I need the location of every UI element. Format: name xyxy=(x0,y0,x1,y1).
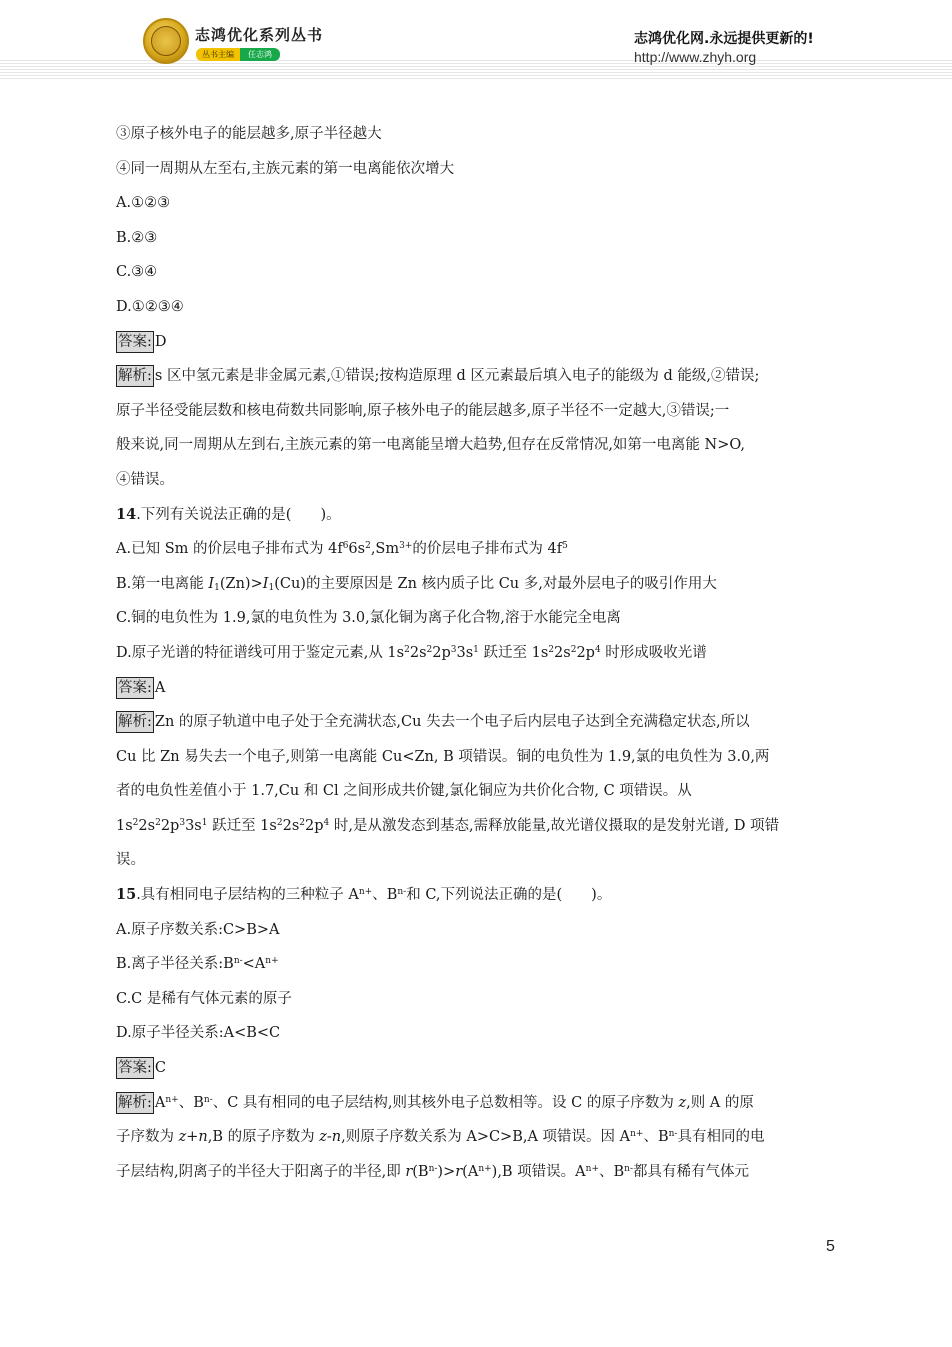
q13-statement-3: ③原子核外电子的能层越多,原子半径越大 xyxy=(116,126,382,142)
q15-analysis-line: 解析: $A^{n+}$、$B^{n-}$、C 具有相同的电子层结构,则其核外电子总数相等。设 C 的原子序数为 z,则 A 的原 xyxy=(116,1086,838,1121)
question-number: 14 xyxy=(116,505,137,523)
q15-option-a: A.原子序数关系:C>B>A xyxy=(116,921,280,938)
analysis-tag: 解析: xyxy=(116,1092,154,1114)
answer-tag: 答案: xyxy=(116,331,154,353)
editor-label: 丛书主编 xyxy=(196,48,240,61)
analysis-tag: 解析: xyxy=(116,365,154,387)
site-slogan: 志鸿优化网.永远提供更新的! xyxy=(634,31,814,47)
question-number: 15 xyxy=(116,886,137,904)
q13-statement-4: ④同一周期从左至右,主族元素的第一电离能依次增大 xyxy=(116,160,455,177)
q14-analysis-line: $1s^22s^22p^33s^1$ 跃迁至 $1s^22s^22p^4$ 时,是从激发态到基态,需释放能量,故光谱仪摄取的是发射光谱, D 项错 xyxy=(116,817,780,834)
editor-badge xyxy=(196,48,280,61)
page-header xyxy=(0,0,952,80)
q15-analysis-line: 子层结构,阴离子的半径大于阳离子的半径,即 $r(B^{n-})>r(A^{n+}),B$ 项错误。$A^{n+}$、$B^{n-}$都具有稀有气体元 xyxy=(116,1163,750,1180)
q13-analysis-line: 解析: s 区中氢元素是非金属元素,①错误;按构造原理 d 区元素最后填入电子的能级为 d 能级,②错误; xyxy=(116,359,838,394)
page-content xyxy=(116,117,838,1189)
header-stripes xyxy=(0,60,952,80)
q13-option-b: B.②③ xyxy=(116,229,158,246)
analysis-tag: 解析: xyxy=(116,711,154,733)
q13-analysis-line: 般来说,同一周期从左到右,主族元素的第一电离能呈增大趋势,但存在反常情况,如第一电离能 N>O, xyxy=(116,437,746,454)
q15-stem: 15.具有相同电子层结构的三种粒子 $A^{n+}$、$B^{n-}$和 C,下列说法正确的是( )。 xyxy=(116,886,612,904)
q14-analysis-line: 解析: Zn 的原子轨道中电子处于全充满状态,Cu 失去一个电子后内层电子达到全充满稳定状态,所以 xyxy=(116,705,838,740)
q13-answer: 答案: D xyxy=(116,325,838,360)
q13-analysis-line: 原子半径受能层数和核电荷数共同影响,原子核外电子的能层越多,原子半径不一定越大,③错误;一 xyxy=(116,402,730,419)
q13-option-c: C.③④ xyxy=(116,264,158,281)
q15-option-b: B.离子半径关系$:B^{n-}<A^{n+}$ xyxy=(116,956,279,973)
answer-tag: 答案: xyxy=(116,677,154,699)
site-url[interactable]: http://www.zhyh.org xyxy=(634,49,757,65)
publisher-logo-icon xyxy=(143,18,189,64)
q14-option-c: C.铜的电负性为 1.9,氯的电负性为 3.0,氯化铜为离子化合物,溶于水能完全电离 xyxy=(116,610,621,627)
q15-option-c: C.C 是稀有气体元素的原子 xyxy=(116,990,292,1007)
q13-option-d: D.①②③④ xyxy=(116,298,184,315)
q13-option-a: A.①②③ xyxy=(116,195,171,212)
q15-answer: 答案: C xyxy=(116,1051,838,1086)
q14-option-a: A.已知 Sm 的价层电子排布式为 $4f^66s^2,Sm^{3+}$的价层电子排布式为 $4f^5$ xyxy=(116,541,568,558)
q13-analysis-line: ④错误。 xyxy=(116,471,174,488)
q14-stem: 14.下列有关说法正确的是( )。 xyxy=(116,505,341,523)
q14-analysis-line: 者的电负性差值小于 1.7,Cu 和 Cl 之间形成共价键,氯化铜应为共价化合物, C 项错误。从 xyxy=(116,783,692,800)
page-number: 5 xyxy=(826,1238,835,1255)
q15-option-d: D.原子半径关系:A<B<C xyxy=(116,1025,281,1042)
q14-answer: 答案: A xyxy=(116,671,838,706)
answer-tag: 答案: xyxy=(116,1057,154,1079)
q14-analysis-line: Cu 比 Zn 易失去一个电子,则第一电离能 Cu<Zn, B 项错误。铜的电负性为 1.9,氯的电负性为 3.0,两 xyxy=(116,748,770,765)
q14-option-b: B.第一电离能 $I_1(Zn)>I_1(Cu)$的主要原因是 Zn 核内质子比 Cu 多,对最外层电子的吸引作用大 xyxy=(116,575,717,593)
q14-analysis-line: 误。 xyxy=(116,852,145,869)
editor-name: 任志鸿 xyxy=(240,48,280,61)
q14-option-d: D.原子光谱的特征谱线可用于鉴定元素,从 $1s^22s^22p^33s^1$ 跃迁至 $1s^22s^22p^4$ 时形成吸收光谱 xyxy=(116,644,707,661)
q15-analysis-line: 子序数为 z+n,B 的原子序数为 z-n,则原子序数关系为 A>C>B,A 项错误。因 $A^{n+}$、$B^{n-}$具有相同的电 xyxy=(116,1129,765,1146)
series-title: 志鸿优化系列丛书 xyxy=(195,26,324,44)
